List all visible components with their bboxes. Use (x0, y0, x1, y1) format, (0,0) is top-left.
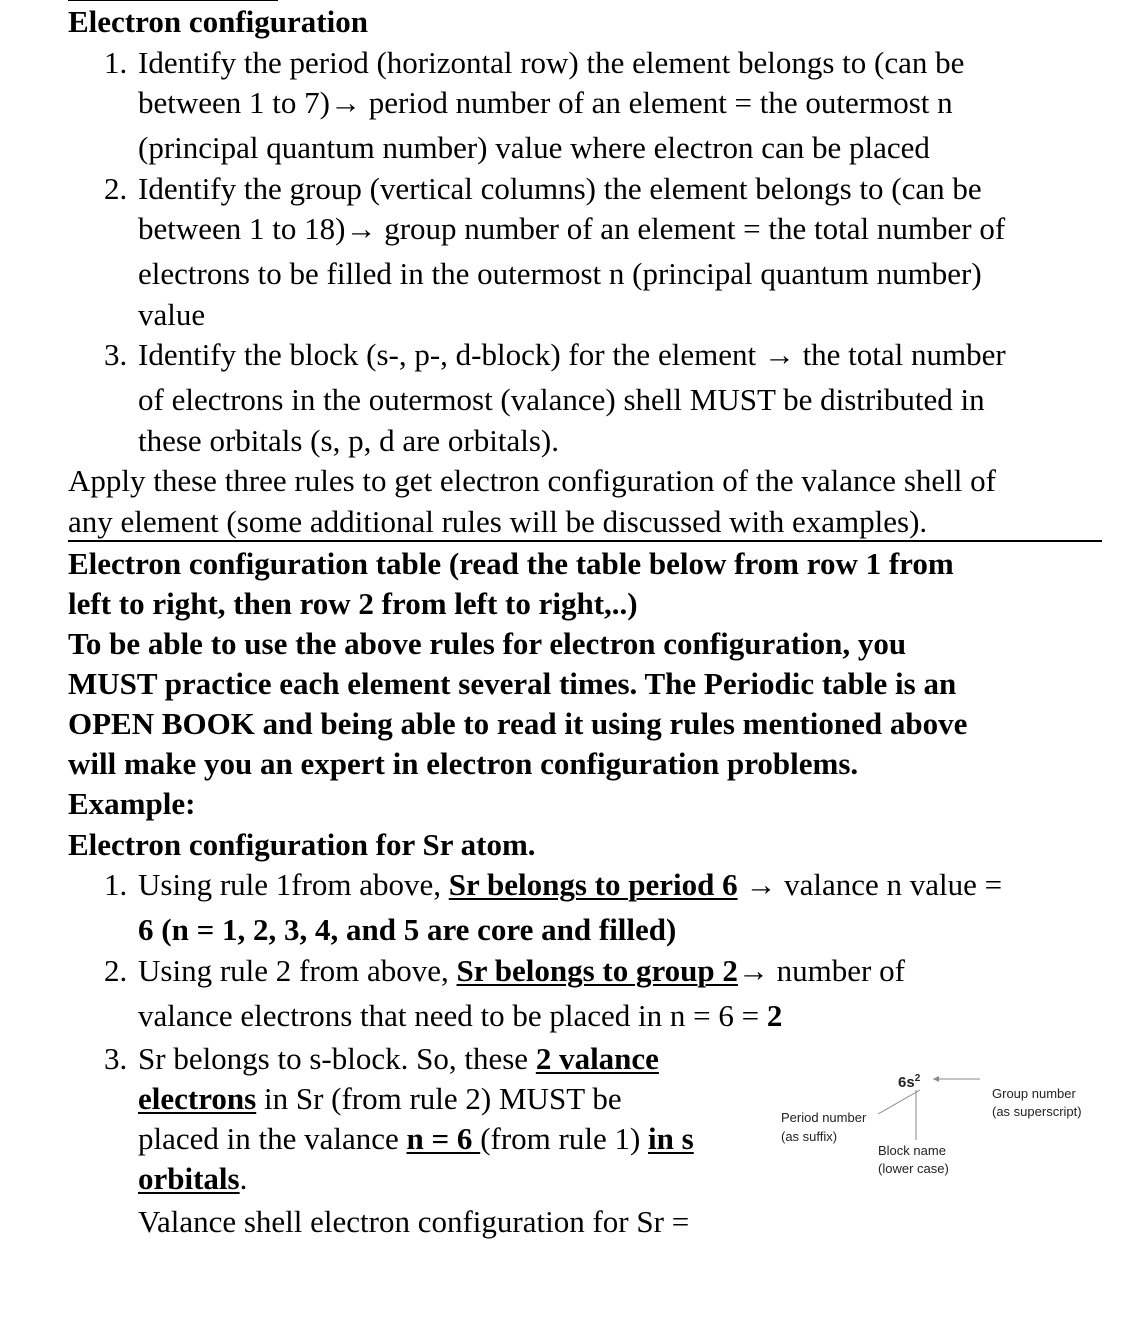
step-3-line-2-text: in Sr (from rule 2) MUST be (256, 1081, 622, 1116)
formula-superscript: 2 (914, 1073, 921, 1084)
rule-1-line-2: between 1 to 7)→ period number of an element = the outermost n (138, 85, 953, 120)
rule-2-line-4: value (138, 297, 206, 332)
step-3-line-3-mid: (from rule 1) (480, 1121, 649, 1156)
step-2-emphasis: Sr belongs to group 2 (456, 953, 738, 988)
step-3-line-3-orbital: in s (648, 1121, 694, 1156)
rule-2-line-1: Identify the group (vertical columns) the element belongs to (can be (138, 171, 982, 206)
step-3-line-3-text: placed in the valance (138, 1121, 407, 1156)
rule-3-line-2: of electrons in the outermost (valance) shell MUST be distributed in (138, 382, 985, 417)
table-note-line-4: MUST practice each element several times. The Periodic table is an (68, 666, 957, 701)
step-1-line-2: 6 (n = 1, 2, 3, 4, and 5 are core and filled) (138, 912, 677, 947)
apply-line-2: any element (some additional rules will be discussed with examples). (68, 504, 928, 539)
rule-2-line-3: electrons to be filled in the outermost n (principal quantum number) (138, 256, 982, 291)
block-label-1: Block name (878, 1143, 946, 1158)
step-1-text: Using rule 1from above, (138, 867, 449, 902)
top-divider (68, 0, 278, 1)
section-heading: Electron configuration (68, 4, 368, 39)
table-note-line-2: left to right, then row 2 from left to right,..) (68, 586, 638, 621)
step-1-emphasis: Sr belongs to period 6 (448, 867, 738, 902)
rule-3-number: 3. (104, 337, 128, 372)
step-3-line-4 (138, 1161, 247, 1197)
group-label-2: (as superscript) (992, 1104, 1082, 1119)
step-3-line-4-period: . (239, 1161, 248, 1196)
block-label-2: (lower case) (878, 1161, 949, 1176)
formula-base: 6s (898, 1074, 915, 1091)
group-label-1: Group number (992, 1086, 1076, 1101)
rule-3-line-3: these orbitals (s, p, d are orbitals). (138, 423, 559, 458)
rule-2-line-2: between 1 to 18)→ group number of an element = the total number of (138, 211, 1006, 246)
step-1-number: 1. (104, 867, 128, 902)
rule-1-number: 1. (104, 45, 128, 80)
final-config-line: Valance shell electron configuration for Sr = (138, 1204, 690, 1239)
step-2-number: 2. (104, 953, 128, 988)
apply-line-1: Apply these three rules to get electron configuration of the valance shell of (68, 463, 996, 498)
step-1-line-1 (138, 867, 1002, 903)
step-3-emphasis: 2 valance (535, 1041, 659, 1076)
example-title: Electron configuration for Sr atom. (68, 827, 536, 862)
table-note-line-6: will make you an expert in electron configuration problems. (68, 746, 859, 781)
formula-6s2 (898, 1073, 920, 1091)
table-note-line-1: Electron configuration table (read the table below from row 1 from (68, 546, 954, 581)
step-3-text: Sr belongs to s-block. So, these (138, 1041, 536, 1076)
step-3-line-1 (138, 1041, 659, 1077)
period-pointer (878, 1090, 920, 1114)
section-divider (68, 540, 1102, 542)
period-label-2: (as suffix) (781, 1129, 838, 1144)
rule-2-number: 2. (104, 171, 128, 206)
step-2-text: Using rule 2 from above, (138, 953, 457, 988)
rule-1-line-1: Identify the period (horizontal row) the element belongs to (can be (138, 45, 965, 80)
step-3-line-4-emphasis: orbitals (138, 1161, 240, 1196)
step-3-line-2-emphasis: electrons (138, 1081, 257, 1116)
step-2-line-2-value: 2 (766, 998, 783, 1033)
rule-1-line-3: (principal quantum number) value where electron can be placed (138, 130, 930, 165)
example-label: Example: (68, 786, 196, 821)
table-note-line-5: OPEN BOOK and being able to read it using rules mentioned above (68, 706, 968, 741)
step-3-line-3-n-value: n = 6 (406, 1121, 481, 1156)
table-note-line-3: To be able to use the above rules for electron configuration, you (68, 626, 907, 661)
step-1-tail: → valance n value = (737, 867, 1003, 902)
step-3-line-3 (138, 1121, 694, 1157)
step-2-line-2-text: valance electrons that need to be placed in n = 6 = (138, 998, 767, 1033)
step-2-tail: → number of (737, 953, 905, 988)
period-label-1: Period number (781, 1110, 867, 1125)
group-arrowhead (933, 1076, 939, 1082)
step-2-line-2 (138, 998, 782, 1034)
step-3-number: 3. (104, 1041, 128, 1076)
step-2-line-1 (138, 953, 905, 989)
step-3-line-2 (138, 1081, 622, 1117)
rule-3-line-1: Identify the block (s-, p-, d-block) for the element → the total number (138, 337, 1006, 372)
